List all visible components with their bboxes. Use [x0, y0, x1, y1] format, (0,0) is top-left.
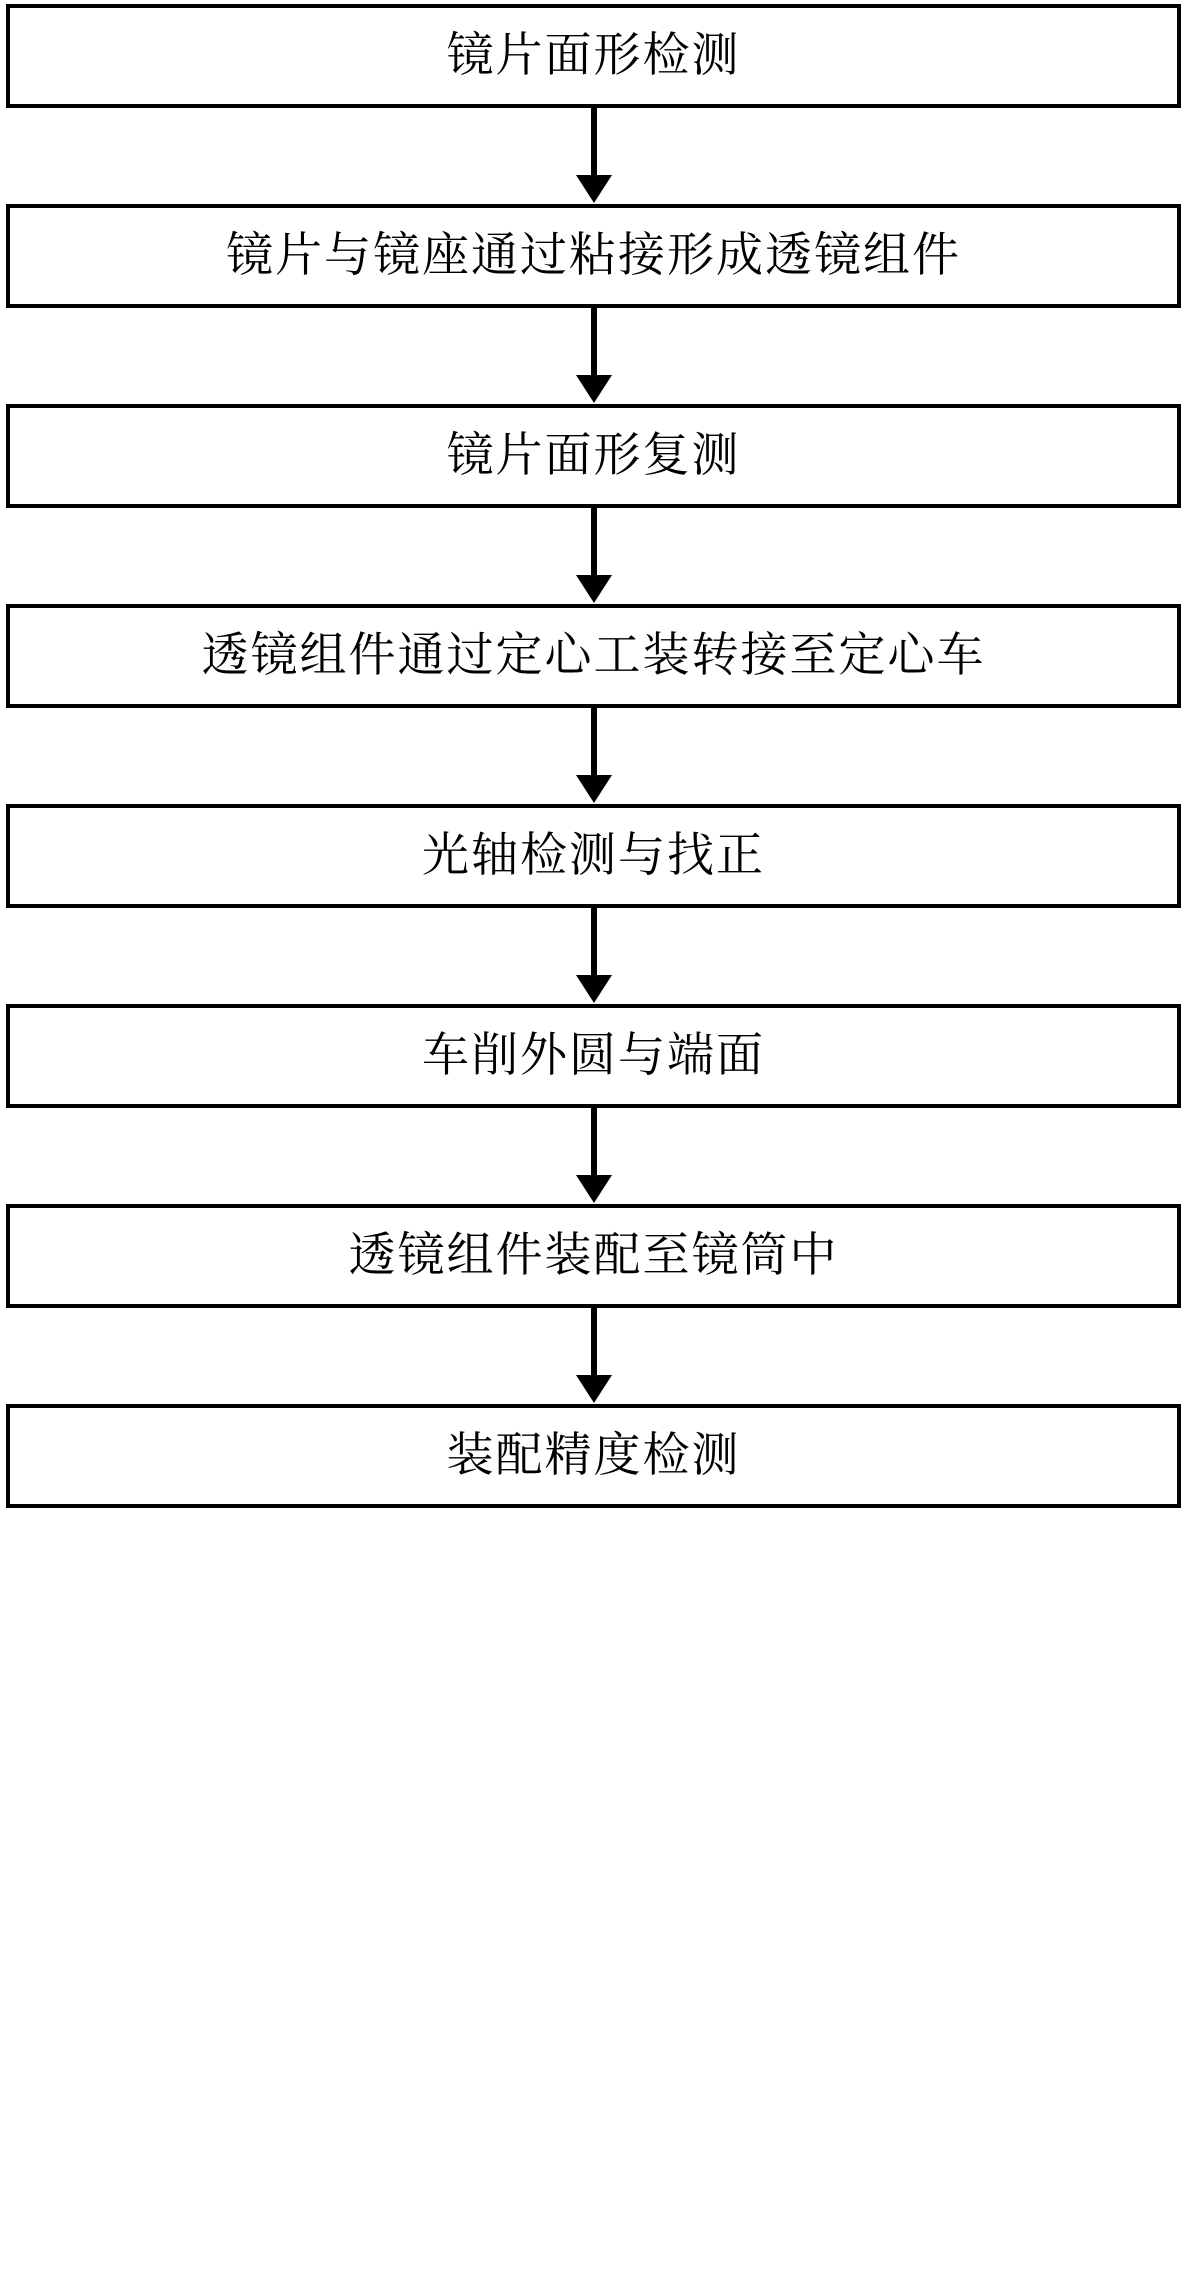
- flow-node-8: [6, 1404, 1181, 1508]
- flow-arrow-7-to-8: [589, 1308, 599, 1404]
- arrow-head-down-icon: [576, 575, 612, 603]
- arrow-shaft: [591, 708, 597, 776]
- flow-arrow-6-to-7: [589, 1108, 599, 1204]
- flow-arrow-5-to-6: [589, 908, 599, 1004]
- flow-node-2-label: 镜片与镜座通过粘接形成透镜组件: [226, 228, 961, 284]
- flow-node-1-label: 镜片面形检测: [446, 28, 741, 84]
- arrow-head-down-icon: [576, 1175, 612, 1203]
- arrow-head-down-icon: [576, 1375, 612, 1403]
- flow-node-7: [6, 1204, 1181, 1308]
- arrow-shaft: [591, 108, 597, 176]
- arrow-head-down-icon: [576, 775, 612, 803]
- arrow-head-down-icon: [576, 175, 612, 203]
- flow-node-5: [6, 804, 1181, 908]
- arrow-shaft: [591, 908, 597, 976]
- flow-arrow-1-to-2: [589, 108, 599, 204]
- flow-arrow-3-to-4: [589, 508, 599, 604]
- arrow-shaft: [591, 1308, 597, 1376]
- arrow-shaft: [591, 508, 597, 576]
- flow-arrow-4-to-5: [589, 708, 599, 804]
- flow-arrow-2-to-3: [589, 308, 599, 404]
- flow-node-4-label: 透镜组件通过定心工装转接至定心车: [201, 628, 986, 684]
- flow-node-7-label: 透镜组件装配至镜筒中: [348, 1228, 839, 1284]
- flow-node-6: [6, 1004, 1181, 1108]
- flowchart-node-stack: [4, 4, 1183, 1508]
- flow-node-1: [6, 4, 1181, 108]
- arrow-head-down-icon: [576, 975, 612, 1003]
- arrow-head-down-icon: [576, 375, 612, 403]
- flow-node-4: [6, 604, 1181, 708]
- flow-node-8-label: 装配精度检测: [446, 1428, 741, 1484]
- flow-node-3-label: 镜片面形复测: [446, 428, 741, 484]
- flow-node-5-label: 光轴检测与找正: [422, 828, 765, 884]
- arrow-shaft: [591, 308, 597, 376]
- flow-node-6-label: 车削外圆与端面: [422, 1028, 765, 1084]
- arrow-shaft: [591, 1108, 597, 1176]
- flow-node-2: [6, 204, 1181, 308]
- flow-node-3: [6, 404, 1181, 508]
